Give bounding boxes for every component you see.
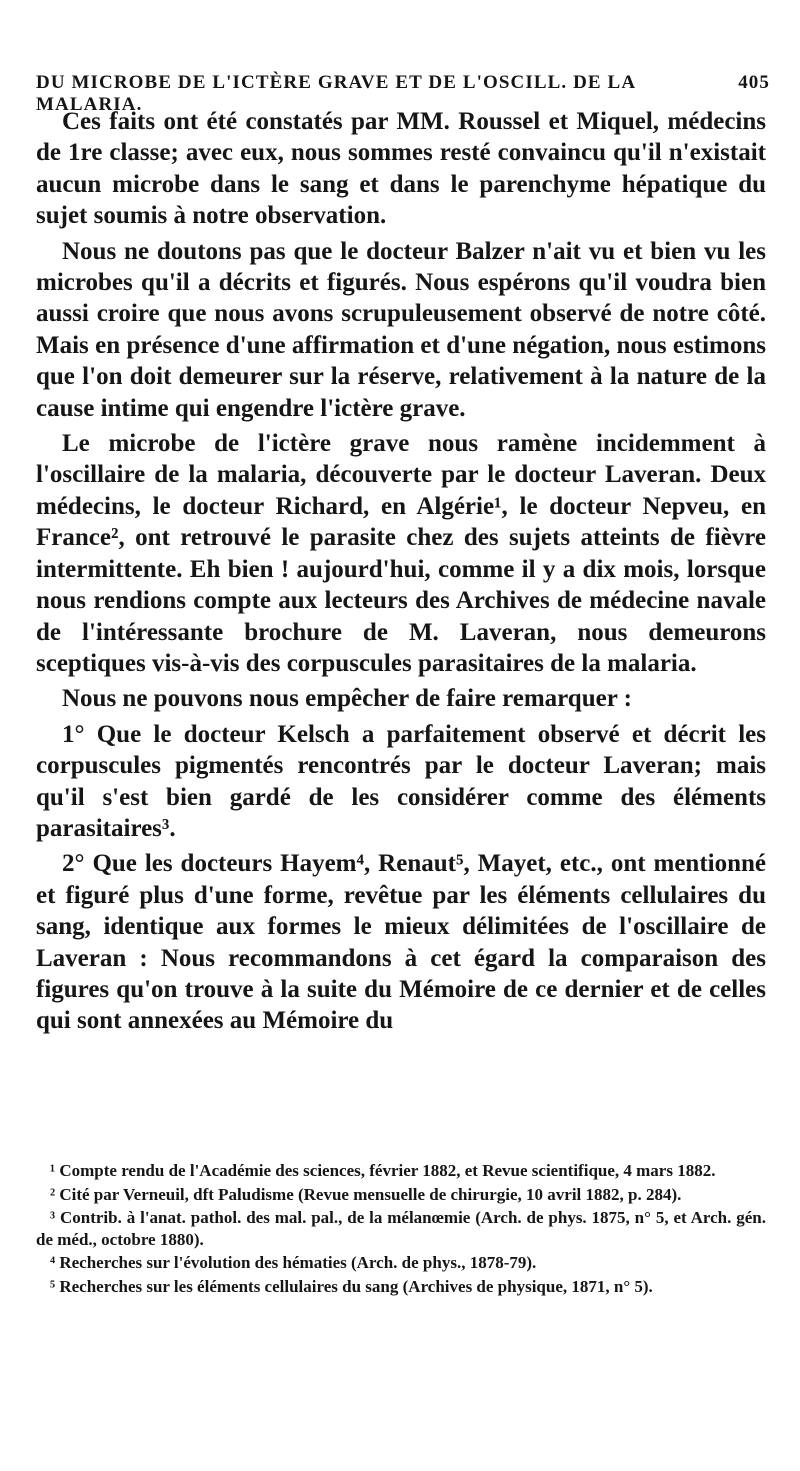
paragraph: Nous ne doutons pas que le docteur Balzer n'ait vu et bien vu les microbes qu'il a décrits et figurés. Nous espérons qu'il voudra bien aussi croire que nous avons scrupuleusement observé de notre côté. Mais en présence d'une affirmation et d'une négation, nous estimons que l'on doit demeurer sur la réserve, relativement à la nature de la cause intime qui engendre l'ictère grave. [36,237,766,422]
paragraph: Le microbe de l'ictère grave nous ramène incidemment à l'oscillaire de la malaria, découverte par le docteur Laveran. Deux médecins, le docteur Richard, en Algérie¹, le docteur Nepveu, en France², ont retrouvé le parasite chez des sujets atteints de fièvre intermittente. Eh bien ! aujourd'hui, comme il y a dix mois, lorsque nous rendions compte aux lecteurs des Archives de médecine navale de l'intéressante brochure de M. Laveran, nous demeurons sceptiques vis-à-vis des corpuscules parasitaires de la malaria. [36,430,766,677]
footnote: ¹ Compte rendu de l'Académie des sciences, février 1882, et Revue scientifique, 4 mars 1882. [50,1161,716,1180]
paragraph: 1° Que le docteur Kelsch a parfaitement observé et décrit les corpuscules pigmentés rencontrés par le docteur Laveran; mais qu'il s'est bien gardé de les considérer comme des éléments parasitaires³. [36,720,766,842]
paragraph: Ces faits ont été constatés par MM. Roussel et Miquel, médecins de 1re classe; avec eux, nous sommes resté convaincu qu'il n'existait aucun microbe dans le sang et dans le parenchyme hépatique du sujet soumis à notre observation. [36,108,766,230]
footnote: ² Cité par Verneuil, dft Paludisme (Revue mensuelle de chirurgie, 10 avril 1882, p. 284). [50,1184,682,1204]
footnote: ⁴ Recherches sur l'évolution des hématies (Arch. de phys., 1878-79). [50,1253,537,1272]
running-title: DU MICROBE DE L'ICTÈRE GRAVE ET DE L'OSCILL. DE LA MALARIA. [36,72,636,115]
footnotes [36,1160,766,1297]
paragraph: 2° Que les docteurs Hayem⁴, Renaut⁵, Mayet, etc., ont mentionné et figuré plus d'une forme, revêtue par les éléments cellulaires du sang, identique aux formes le mieux délimitées de l'oscillaire de Laveran : Nous recommandons à cet égard la comparaison des figures qu'on trouve à la suite du Mémoire de ce dernier et de celles qui sont annexées au Mémoire du [36,850,766,1035]
main-text [36,106,766,1037]
footnote: ³ Contrib. à l'anat. pathol. des mal. pal., de la mélanœmie (Arch. de phys. 1875, n° 5, et Arch. gén. de méd., octobre 1880). [36,1208,766,1249]
footnote: ⁵ Recherches sur les éléments cellulaires du sang (Archives de physique, 1871, n° 5). [50,1276,653,1296]
page-number: 405 [738,72,770,93]
paragraph: Nous ne pouvons nous empêcher de faire remarquer : [62,685,632,713]
